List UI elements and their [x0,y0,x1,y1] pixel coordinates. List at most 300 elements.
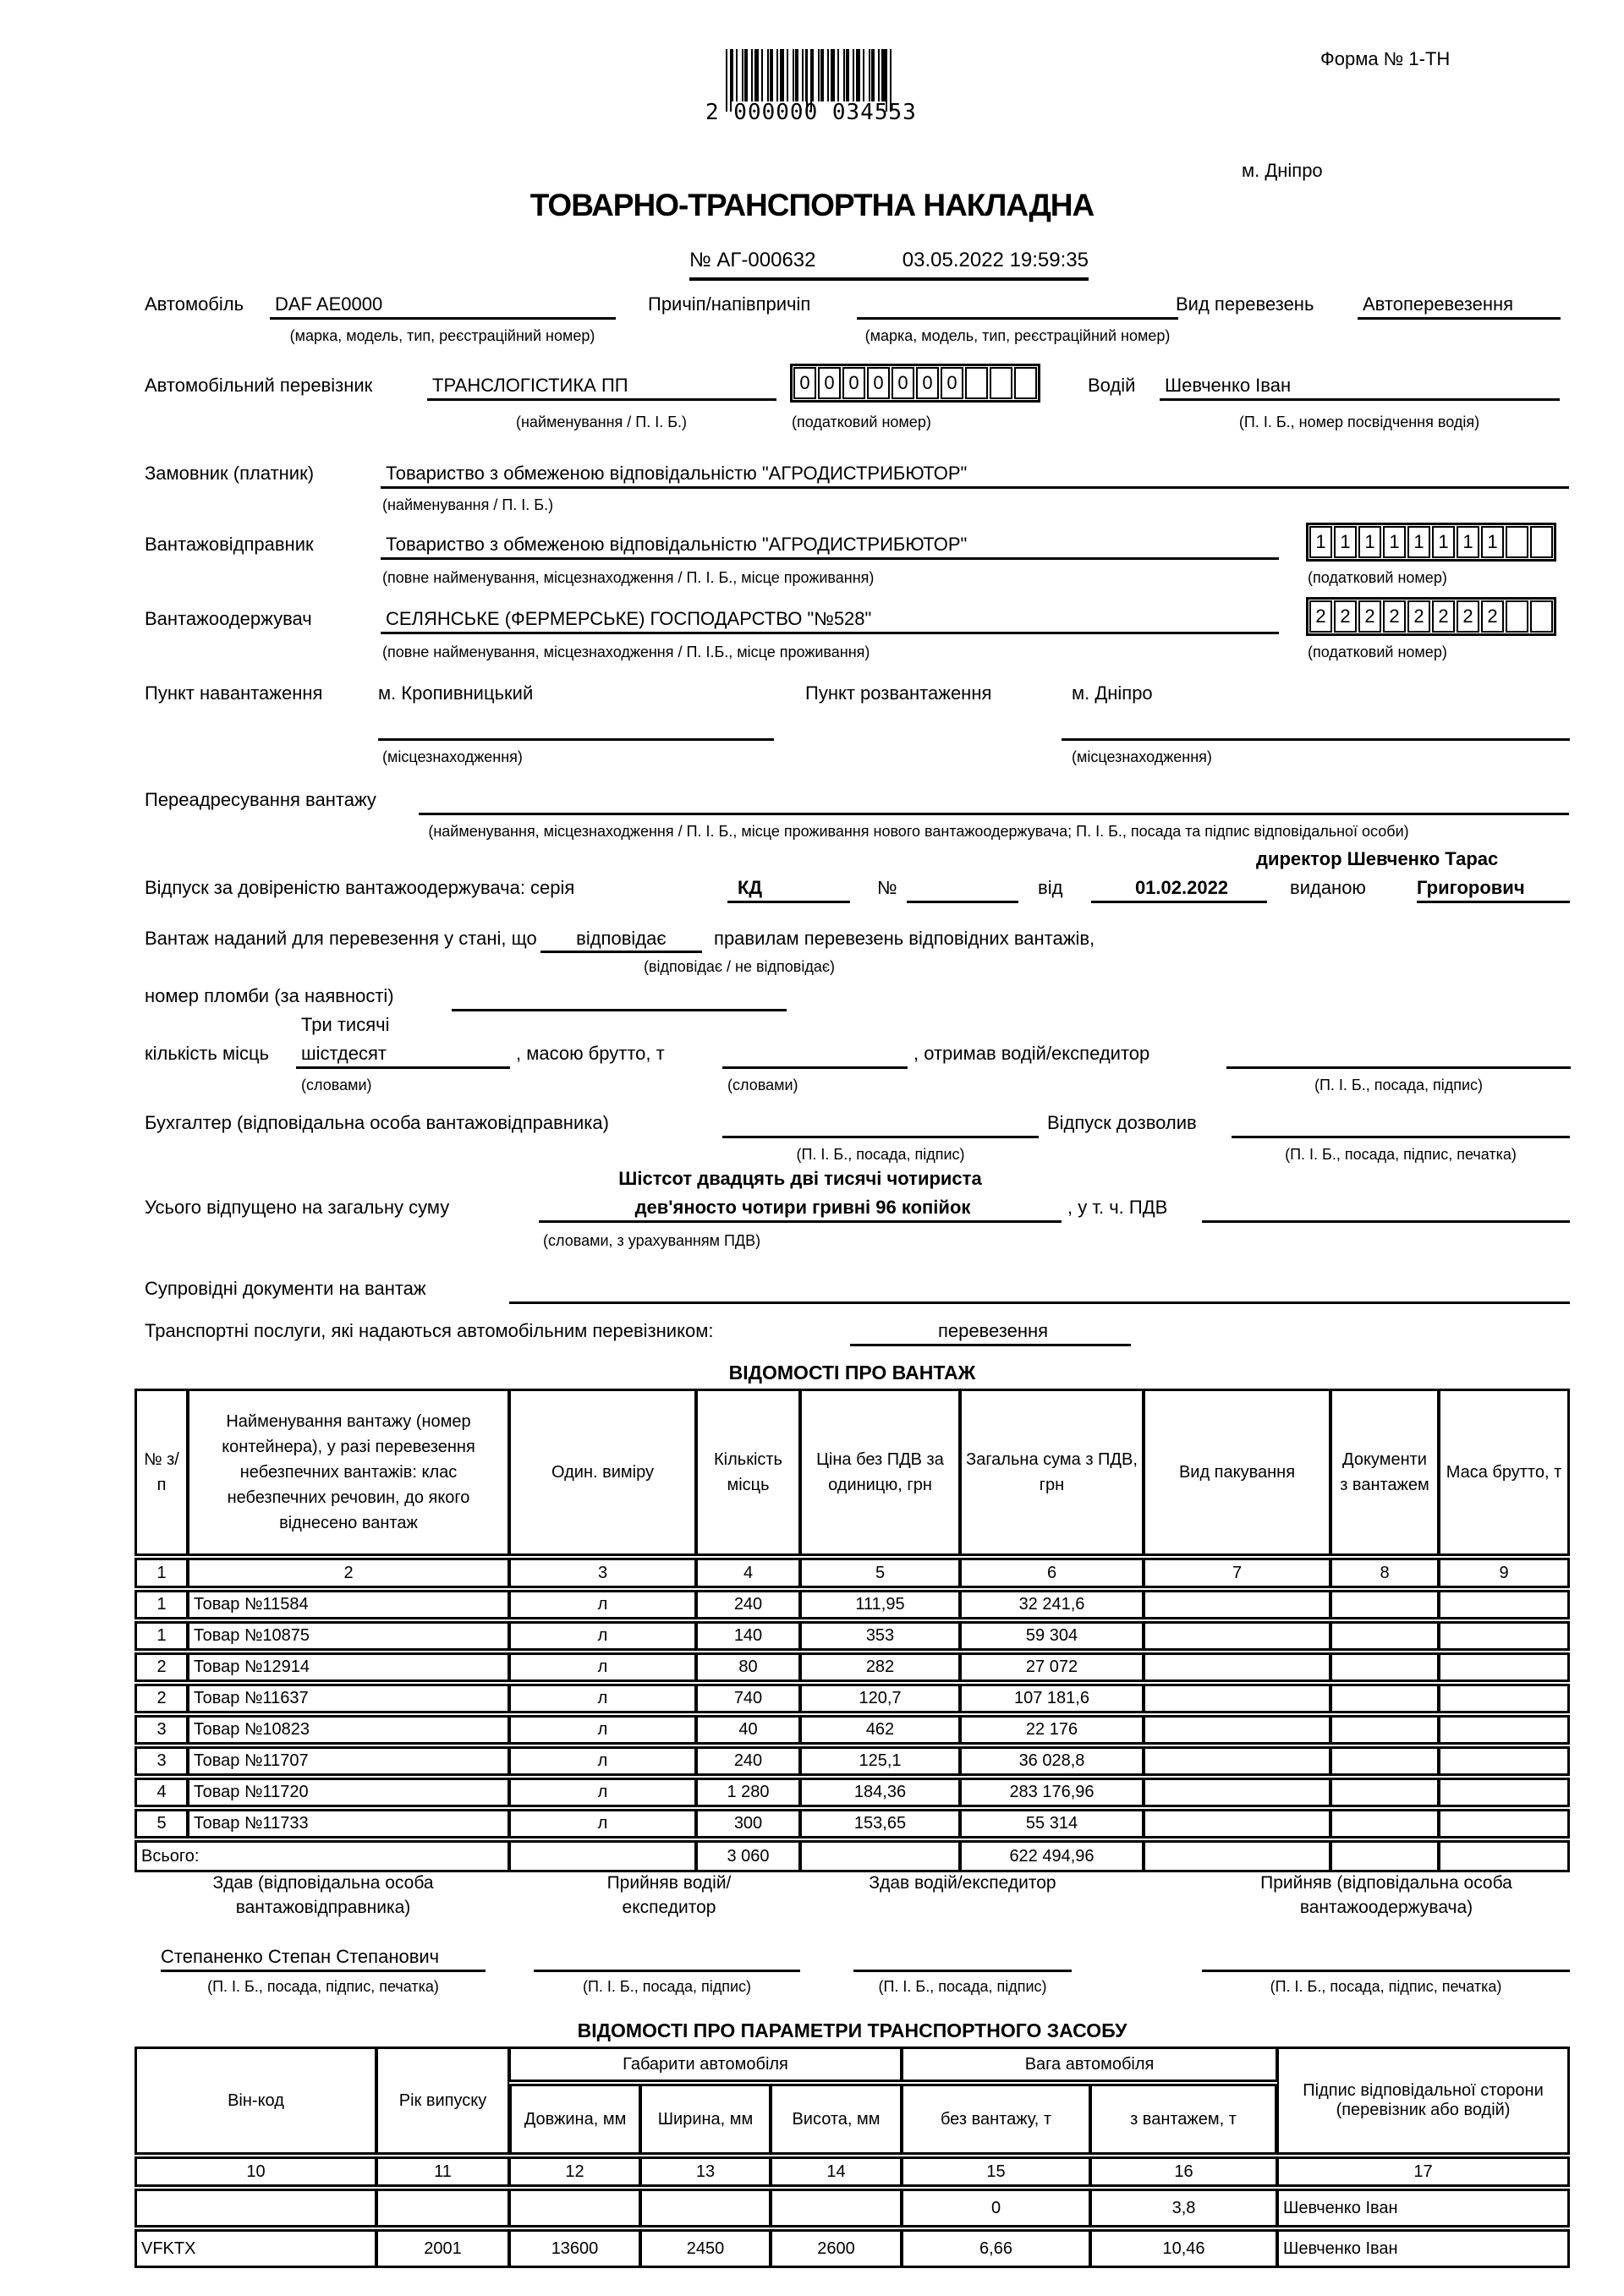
sig-driver-accept-field [534,1945,800,1972]
tax-digit-box: 1 [1457,526,1479,558]
attorney-date-field [1091,876,1267,903]
received-by-label: , отримав водій/експедитор [914,1043,1150,1064]
table-cell: 0 [902,2189,1090,2228]
cargo-state-line [145,927,1095,953]
table-cell [1439,1715,1570,1745]
table-cell: 3,8 [1090,2189,1277,2228]
driver-value-field [1160,374,1560,401]
attorney-from-label: від [1038,877,1063,898]
table-cell: 462 [800,1715,960,1745]
vat-field [1202,1196,1570,1223]
table-row [134,1715,1570,1745]
goods-header-cell: Один. виміру [509,1389,696,1556]
places-value-field [296,1042,510,1069]
goods-total-qty: 3 060 [696,1840,800,1872]
table-cell: 125,1 [800,1746,960,1776]
loading-point-field [378,714,774,741]
width-header: Ширина, мм [640,2084,771,2155]
table-cell [1144,1684,1330,1713]
table-cell: л [509,1684,696,1713]
tax-digit-box: 1 [1334,526,1357,558]
goods-header-cell: Маса брутто, т [1439,1389,1570,1556]
unloading-point-value: м. Дніпро [1072,682,1153,704]
vin-header: Він-код [134,2047,376,2155]
shipper-tax-number-boxes [1306,523,1556,562]
goods-total-cell [509,1840,696,1872]
tax-digit-box [990,367,1012,399]
tax-digit-box: 1 [1432,526,1455,558]
table-cell: 10,46 [1090,2229,1277,2268]
table-row [134,1778,1570,1807]
sig-consignee-field [1202,1945,1570,1972]
goods-header-cell: Загальна сума з ПДВ, грн [960,1389,1144,1556]
trailer-value-field [857,293,1178,320]
transport-type-field [1358,293,1561,320]
tax-digit-box: 0 [916,367,939,399]
tax-digit-box: 1 [1309,526,1332,558]
received-by-sub-label: (П. І. Б., посада, підпис) [1314,1077,1484,1093]
shipper-tax-sub-label: (податковий номер) [1308,569,1447,586]
page-title: ТОВАРНО-ТРАНСПОРТНА НАКЛАДНА [529,188,1095,222]
table-cell [1144,1590,1330,1619]
table-cell [1439,1809,1570,1838]
goods-header-cell: Документи з вантажем [1330,1389,1439,1556]
table-cell: 107 181,6 [960,1684,1144,1713]
gross-weight-field [722,1042,908,1069]
goods-total-cell [1144,1840,1330,1872]
column-number: 6 [960,1558,1144,1588]
tax-digit-box: 2 [1457,600,1479,633]
attorney-issued-label: виданою [1290,877,1366,898]
table-cell: 1 [134,1590,188,1619]
table-cell: 2600 [771,2229,902,2268]
customer-value-field [381,462,1569,489]
height-header: Висота, мм [771,2084,902,2155]
tax-digit-box [965,367,988,399]
table-cell: 120,7 [800,1684,960,1713]
tax-digit-box: 0 [793,367,816,399]
column-number: 14 [771,2156,902,2187]
column-number: 7 [1144,1558,1330,1588]
total-sum-line2: дев'яносто чотири гривні 96 копійок [634,1197,971,1218]
cargo-state-value: відповідає [540,927,701,953]
places-sub-label: (словами) [301,1077,372,1093]
table-cell: 5 [134,1809,188,1838]
table-row [134,1809,1570,1838]
table-cell [1330,1652,1439,1682]
table-cell [1439,1590,1570,1619]
table-cell: 140 [696,1621,800,1651]
shipper-value-field [381,533,1279,560]
customer-value: Товариство з обмеженою відповідальністю "АГРОДИСТРИБЮТОР" [386,463,968,484]
table-cell: 2450 [640,2229,771,2268]
table-cell: 240 [696,1746,800,1776]
column-number: 5 [800,1558,960,1588]
vat-label: , у т. ч. ПДВ [1067,1197,1168,1218]
table-cell: 1 [134,1621,188,1651]
release-allowed-sub-label: (П. І. Б., посада, підпис, печатка) [1285,1146,1517,1163]
goods-total-row [134,1840,1570,1872]
table-cell [1439,1652,1570,1682]
goods-table-wrap [134,1387,1570,1874]
no-load-header: без вантажу, т [902,2084,1090,2155]
trailer-sub-label: (марка, модель, тип, реєстраційний номер) [864,327,1171,344]
tax-digit-box: 2 [1383,600,1406,633]
table-row [134,1746,1570,1776]
tax-digit-box: 2 [1407,600,1430,633]
carrier-value-field [427,374,776,401]
unloading-point-sub-label: (місцезнаходження) [1072,748,1212,765]
vehicle-parameters-table [134,2045,1570,2270]
accompanying-docs-label: Супровідні документи на вантаж [145,1278,426,1299]
weight-group-header: Вага автомобіля [902,2047,1277,2082]
vehicle-column-numbers-row [134,2156,1570,2187]
table-row [134,1621,1570,1651]
tax-digit-box [1014,367,1037,399]
document-number: № АГ-000632 [689,249,816,271]
driver-label: Водій [1088,375,1136,396]
with-load-header: з вантажем, т [1090,2084,1277,2155]
table-cell: VFKTX [134,2229,376,2268]
consignee-value: СЕЛЯНСЬКЕ (ФЕРМЕРСЬКЕ) ГОСПОДАРСТВО "№528" [386,608,872,629]
column-number: 1 [134,1558,188,1588]
table-cell: 282 [800,1652,960,1682]
loading-point-sub-label: (місцезнаходження) [382,748,523,765]
transport-services-label: Транспортні послуги, які надаються автомобільним перевізником: [145,1320,714,1341]
document-number-line [689,249,1089,281]
goods-header-row [134,1389,1570,1556]
tax-digit-box [1506,600,1528,633]
seal-label: номер пломби (за наявності) [145,985,394,1006]
table-cell: 2 [134,1684,188,1713]
table-cell [640,2189,771,2228]
unloading-point-label: Пункт розвантаження [805,682,992,704]
goods-header-cell: Кількість місць [696,1389,800,1556]
table-cell: 2 [134,1652,188,1682]
cargo-state-sub-label: (відповідає / не відповідає) [643,958,836,975]
tax-digit-box: 2 [1481,600,1504,633]
shipper-value: Товариство з обмеженою відповідальністю "АГРОДИСТРИБЮТОР" [386,534,968,555]
tax-digit-box [1506,526,1528,558]
goods-total-cell [1439,1840,1570,1872]
table-cell: 80 [696,1652,800,1682]
gross-weight-sub-label: (словами) [727,1077,798,1093]
cargo-state-before: Вантаж наданий для перевезення у стані, що [145,928,537,949]
vehicle-table-body [134,2189,1570,2268]
table-cell: 32 241,6 [960,1590,1144,1619]
carrier-value: ТРАНСЛОГІСТИКА ПП [432,375,628,396]
carrier-tax-sub-label: (податковий номер) [792,414,931,430]
table-cell [1144,1778,1330,1807]
readdress-label: Переадресування вантажу [145,789,376,810]
tax-digit-box: 2 [1309,600,1332,633]
vehicle-label: Автомобіль [145,293,244,315]
table-cell: 40 [696,1715,800,1745]
table-cell: 300 [696,1809,800,1838]
table-cell [1330,1778,1439,1807]
readdress-sub-label: (найменування, місцезнаходження / П. І. Б., місце проживання нового вантажоодержувача; П. І. Б., посада та підпис відповідальної особи) [428,823,1409,840]
attorney-number-field [907,876,1018,903]
tax-digit-box: 1 [1481,526,1504,558]
table-cell [1330,1590,1439,1619]
table-cell: 740 [696,1684,800,1713]
places-value-line1: Три тисячі [301,1014,390,1035]
table-cell [1439,1778,1570,1807]
consignee-tax-sub-label: (податковий номер) [1308,644,1447,660]
table-cell: 27 072 [960,1652,1144,1682]
tax-digit-box [1530,526,1553,558]
goods-table-body [134,1590,1570,1838]
table-cell: Товар №11733 [188,1809,509,1838]
readdress-field [419,788,1569,815]
column-number: 3 [509,1558,696,1588]
table-cell: 13600 [509,2229,640,2268]
table-cell [1439,1684,1570,1713]
sig-driver-handover-title: Здав водій/експедитор [869,1873,1056,1893]
shipper-sub-label: (повне найменування, місцезнаходження / П. І. Б., місце проживання) [382,569,875,586]
goods-header-cell: Найменування вантажу (номер контейнера), у разі перевезення небезпечних вантажів: клас небезпечних речовин, до якого віднесено вантаж [188,1389,509,1556]
attorney-number-label: № [877,877,897,898]
table-cell: л [509,1746,696,1776]
received-by-field [1226,1042,1571,1069]
consignee-label: Вантажоодержувач [145,608,312,629]
table-cell: 153,65 [800,1809,960,1838]
table-cell: л [509,1778,696,1807]
table-cell: 1 280 [696,1778,800,1807]
driver-value: Шевченко Іван [1165,375,1292,396]
attorney-series-field [727,876,850,903]
table-cell: 36 028,8 [960,1746,1144,1776]
table-cell: л [509,1590,696,1619]
length-header: Довжина, мм [509,2084,640,2155]
sig-driver-accept-sub-label: (П. І. Б., посада, підпис) [582,1978,752,1995]
carrier-tax-number-boxes [790,364,1040,403]
sig-driver-handover-sub-label: (П. І. Б., посада, підпис) [878,1978,1047,1995]
table-cell: 240 [696,1590,800,1619]
goods-total-cell [800,1840,960,1872]
table-cell [1439,1746,1570,1776]
trailer-label: Причіп/напівпричіп [648,293,811,315]
total-sum-line1: Шістсот двадцять дві тисячі чотириста [618,1168,982,1189]
table-row [134,2189,1570,2228]
transport-type-value: Автоперевезення [1363,293,1514,315]
table-cell [1144,1652,1330,1682]
tax-digit-box [1530,600,1553,633]
places-label: кількість місць [145,1043,270,1064]
customer-sub-label: (найменування / П. І. Б.) [382,496,554,513]
goods-table [134,1387,1570,1874]
attorney-issued-by-line1: директор Шевченко Тарас [1256,848,1499,869]
tax-digit-box: 0 [892,367,914,399]
table-cell: Шевченко Іван [1277,2229,1570,2268]
table-cell [134,2189,376,2228]
goods-table-title: ВІДОМОСТІ ПРО ВАНТАЖ [728,1362,976,1384]
goods-header-cell: Вид пакування [1144,1389,1330,1556]
table-cell: Товар №11707 [188,1746,509,1776]
seal-field [452,984,787,1011]
table-row [134,2229,1570,2268]
goods-header-cell: № з/п [134,1389,188,1556]
table-cell [1144,1809,1330,1838]
table-cell [1144,1715,1330,1745]
vehicle-table-wrap [134,2045,1570,2270]
column-number: 17 [1277,2156,1570,2187]
goods-total-cell [1330,1840,1439,1872]
unloading-point-field [1062,714,1570,741]
table-cell [1330,1715,1439,1745]
sig-consignee-sub-label: (П. І. Б., посада, підпис, печатка) [1270,1978,1502,1995]
total-sum-sub-label: (словами, з урахуванням ПДВ) [543,1232,761,1249]
table-cell: 6,66 [902,2229,1090,2268]
table-cell: 55 314 [960,1809,1144,1838]
document-city: м. Дніпро [1242,160,1323,181]
table-cell [1439,1621,1570,1651]
table-cell [1330,1746,1439,1776]
transport-services-field [850,1319,1131,1346]
table-cell [1144,1746,1330,1776]
loading-point-label: Пункт навантаження [145,682,323,704]
accountant-label: Бухгалтер (відповідальна особа вантажовідправника) [145,1112,609,1133]
column-number: 2 [188,1558,509,1588]
column-number: 9 [1439,1558,1570,1588]
attorney-date-value: 01.02.2022 [1134,877,1229,898]
sig-shipper-field [161,1945,486,1972]
column-number: 4 [696,1558,800,1588]
accompanying-docs-field [509,1277,1570,1304]
accountant-sub-label: (П. І. Б., посада, підпис) [796,1146,965,1163]
customer-label: Замовник (платник) [145,463,315,484]
table-cell: Товар №12914 [188,1652,509,1682]
vehicle-value: DAF AE0000 [275,293,383,315]
table-row [134,1652,1570,1682]
sig-shipper-sub-label: (П. І. Б., посада, підпис, печатка) [207,1978,439,1995]
table-cell: 2001 [376,2229,509,2268]
goods-total-label: Всього: [134,1840,509,1872]
total-sum-label: Усього відпущено на загальну суму [145,1197,450,1218]
table-cell: Товар №11584 [188,1590,509,1619]
column-number: 8 [1330,1558,1439,1588]
table-cell: 22 176 [960,1715,1144,1745]
tax-digit-box: 1 [1407,526,1430,558]
table-cell [1144,1621,1330,1651]
goods-total-sum: 622 494,96 [960,1840,1144,1872]
tax-digit-box: 2 [1432,600,1455,633]
vehicle-sub-label: (марка, модель, тип, реєстраційний номер) [289,327,595,344]
places-value-line2: шістдесят [301,1043,387,1064]
column-number: 16 [1090,2156,1277,2187]
table-cell [1330,1621,1439,1651]
release-allowed-label: Відпуск дозволив [1047,1112,1197,1133]
year-header: Рік випуску [376,2047,509,2155]
tax-digit-box: 2 [1334,600,1357,633]
column-number: 15 [902,2156,1090,2187]
loading-point-value: м. Кропивницький [378,682,534,704]
tax-digit-box: 0 [867,367,890,399]
table-cell: Товар №11637 [188,1684,509,1713]
tax-digit-box: 0 [818,367,841,399]
carrier-label: Автомобільний перевізник [145,375,373,396]
accountant-field [722,1111,1039,1138]
table-cell: л [509,1652,696,1682]
attorney-issued-field [1417,876,1570,903]
attorney-label: Відпуск за довіреністю вантажоодержувача: серія [145,877,575,898]
sig-driver-handover-field [853,1945,1072,1972]
driver-sub-label: (П. І. Б., номер посвідчення водія) [1238,414,1480,430]
table-cell [509,2189,640,2228]
table-cell: л [509,1715,696,1745]
table-cell: л [509,1809,696,1838]
table-cell [1330,1684,1439,1713]
table-cell: л [509,1621,696,1651]
table-cell: 59 304 [960,1621,1144,1651]
attorney-series-value: КД [738,877,763,898]
column-number: 10 [134,2156,376,2187]
table-cell [1330,1809,1439,1838]
column-number: 12 [509,2156,640,2187]
sig-consignee-title: Прийняв (відповідальна особа вантажоодержувача) [1260,1873,1512,1917]
cargo-state-after: правилам перевезень відповідних вантажів, [714,928,1095,949]
table-cell: 353 [800,1621,960,1651]
table-row [134,1590,1570,1619]
vehicle-table-title: ВІДОМОСТІ ПРО ПАРАМЕТРИ ТРАНСПОРТНОГО ЗАСОБУ [577,2019,1127,2041]
transport-type-label: Вид перевезень [1176,293,1314,315]
table-row [134,1684,1570,1713]
dimensions-group-header: Габарити автомобіля [509,2047,902,2082]
tax-digit-box: 1 [1383,526,1406,558]
tax-digit-box: 0 [941,367,963,399]
table-cell: 184,36 [800,1778,960,1807]
tax-digit-box: 2 [1358,600,1381,633]
table-cell: 111,95 [800,1590,960,1619]
table-cell: 3 [134,1715,188,1745]
document-datetime: 03.05.2022 19:59:35 [902,249,1089,271]
tax-digit-box: 0 [842,367,865,399]
consignee-sub-label: (повне найменування, місцезнаходження / П. І.Б., місце проживання) [382,644,870,660]
table-cell: 3 [134,1746,188,1776]
table-cell: 4 [134,1778,188,1807]
goods-column-numbers-row [134,1558,1570,1588]
carrier-sub-label: (найменування / П. І. Б.) [515,414,688,430]
table-cell: Шевченко Іван [1277,2189,1570,2228]
consignee-tax-number-boxes [1306,597,1556,636]
gross-weight-label: , масою брутто, т [516,1043,665,1064]
sig-driver-accept-title: Прийняв водій/експедитор [606,1873,732,1917]
barcode-number: 2 000000 034553 [705,100,917,125]
column-number: 13 [640,2156,771,2187]
total-sum-field [539,1196,1062,1223]
consignee-value-field [381,607,1279,634]
sig-shipper-name: Степаненко Степан Степанович [161,1946,440,1967]
release-allowed-field [1232,1111,1570,1138]
table-cell [376,2189,509,2228]
table-cell: Товар №11720 [188,1778,509,1807]
signature-header: Підпис відповідальної сторони (перевізник або водій) [1277,2047,1570,2155]
shipper-label: Вантажовідправник [145,534,314,555]
sig-shipper-title: Здав (відповідальна особа вантажовідправника) [212,1873,434,1917]
table-cell: 283 176,96 [960,1778,1144,1807]
vehicle-header-group-row [134,2047,1570,2082]
transport-services-value: перевезення [937,1320,1049,1341]
table-cell [771,2189,902,2228]
tax-digit-box: 1 [1358,526,1381,558]
form-number: Форма № 1-ТН [1320,48,1451,69]
table-cell: Товар №10823 [188,1715,509,1745]
column-number: 11 [376,2156,509,2187]
vehicle-value-field [270,293,616,320]
table-cell: Товар №10875 [188,1621,509,1651]
goods-header-cell: Ціна без ПДВ за одиницю, грн [800,1389,960,1556]
attorney-issued-by-line2: Григорович [1417,877,1525,898]
